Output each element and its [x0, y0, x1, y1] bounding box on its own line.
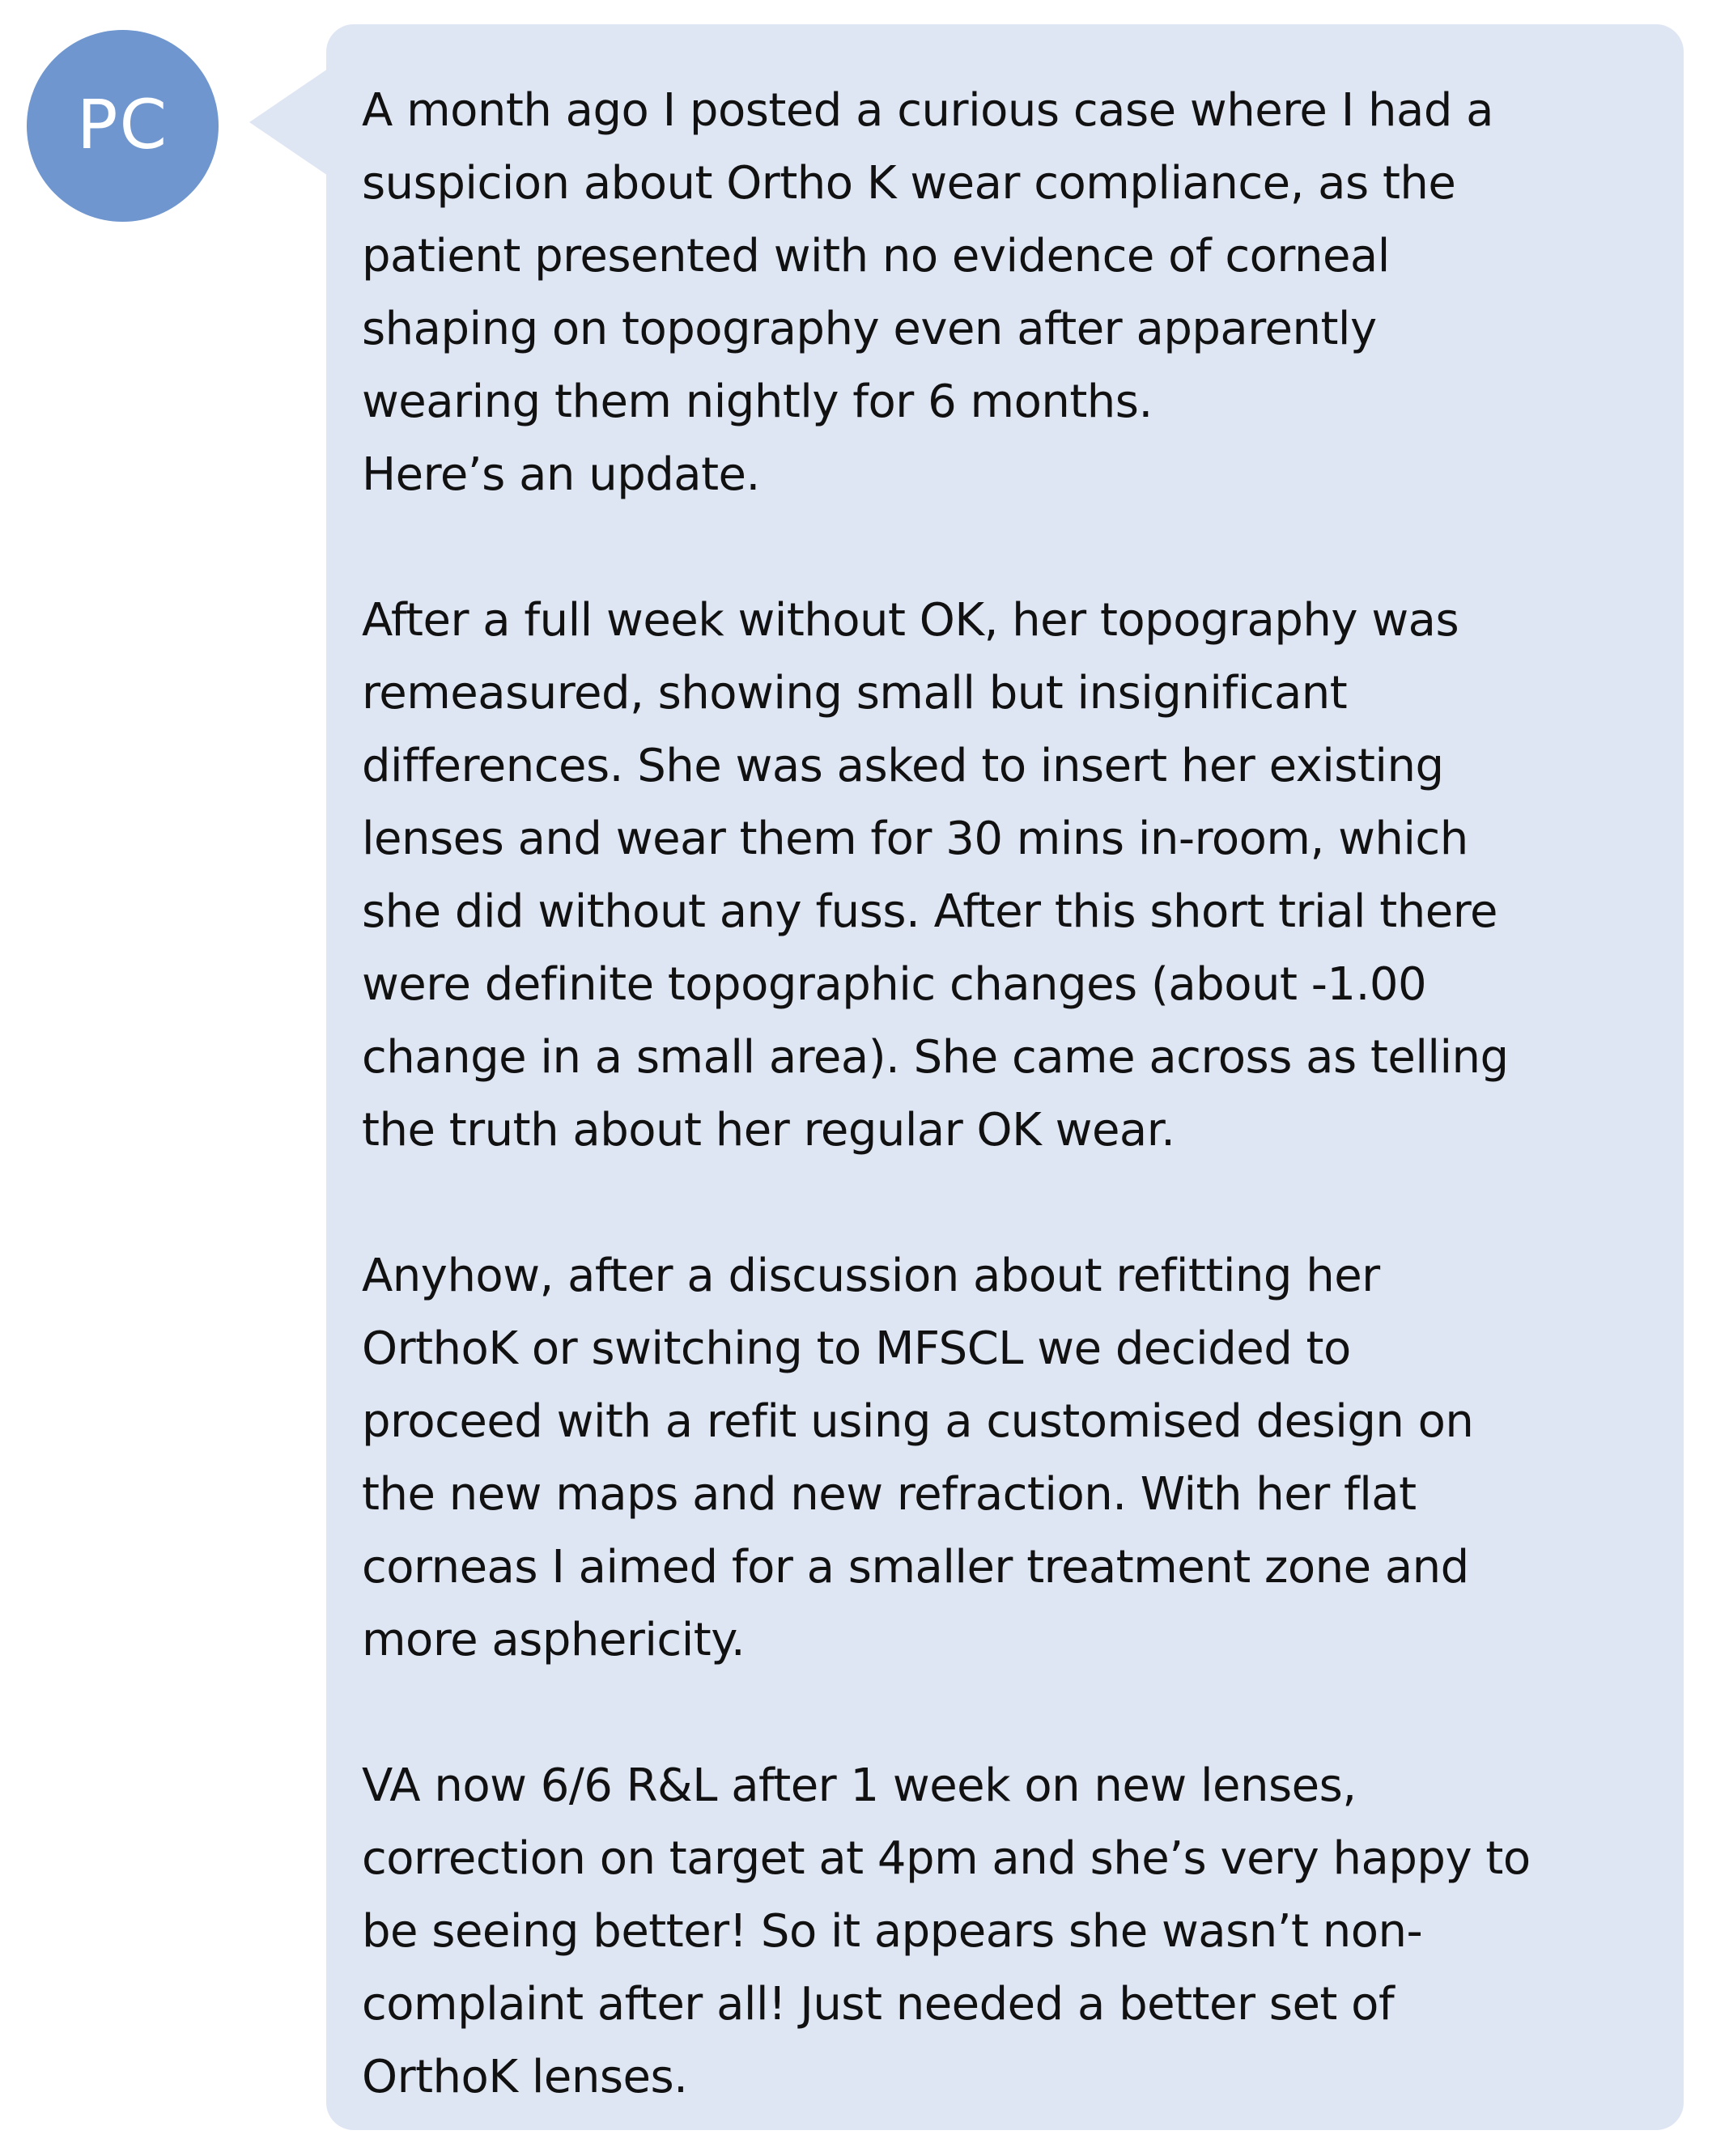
message-line: were definite topographic changes (about -1.00 — [362, 958, 1427, 1011]
paragraph-spacer — [362, 1677, 1651, 1750]
message-line: the truth about her regular OK wear. — [362, 1104, 1175, 1157]
message-line: A month ago I posted a curious case where I had a — [362, 84, 1493, 137]
message-line: correction on target at 4pm and she’s very happy to — [362, 1832, 1531, 1885]
message-line: more asphericity. — [362, 1614, 746, 1666]
message-bubble-tail — [249, 69, 328, 176]
message-line: differences. She was asked to insert her existing — [362, 740, 1444, 792]
message-bubble — [326, 24, 1684, 2130]
message-line: remeasured, showing small but insignificant — [362, 667, 1348, 719]
message-paragraph — [362, 74, 1651, 511]
avatar-initials: PC — [76, 84, 169, 164]
message-line: Here’s an update. — [362, 448, 760, 501]
message-line: the new maps and new refraction. With her flat — [362, 1468, 1417, 1521]
message-line: change in a small area). She came across as telling — [362, 1031, 1509, 1084]
message-text — [362, 74, 1651, 2114]
message-line: she did without any fuss. After this short trial there — [362, 885, 1497, 938]
message-line: complaint after all! Just needed a better set of — [362, 1978, 1395, 2031]
message-paragraph — [362, 1750, 1651, 2114]
message-line: shaping on topography even after apparently — [362, 303, 1377, 355]
paragraph-spacer — [362, 511, 1651, 584]
message-paragraph — [362, 1240, 1651, 1677]
paragraph-spacer — [362, 1167, 1651, 1240]
message-line: OrthoK or switching to MFSCL we decided to — [362, 1322, 1351, 1375]
message-line: suspicion about Ortho K wear compliance, as the — [362, 157, 1456, 210]
message-line: be seeing better! So it appears she wasn’t non- — [362, 1905, 1423, 1958]
avatar[interactable] — [27, 30, 219, 222]
message-line: patient presented with no evidence of corneal — [362, 230, 1390, 282]
message-line: wearing them nightly for 6 months. — [362, 376, 1153, 428]
message-line: Anyhow, after a discussion about refitting her — [362, 1250, 1380, 1302]
message-line: VA now 6/6 R&L after 1 week on new lenses, — [362, 1759, 1357, 1812]
message-line: lenses and wear them for 30 mins in-room, which — [362, 813, 1468, 865]
message-line: corneas I aimed for a smaller treatment zone and — [362, 1541, 1469, 1594]
message-line: OrthoK lenses. — [362, 2051, 688, 2103]
message-paragraph — [362, 584, 1651, 1167]
message-line: After a full week without OK, her topography was — [362, 594, 1459, 647]
message-line: proceed with a refit using a customised design on — [362, 1395, 1474, 1448]
